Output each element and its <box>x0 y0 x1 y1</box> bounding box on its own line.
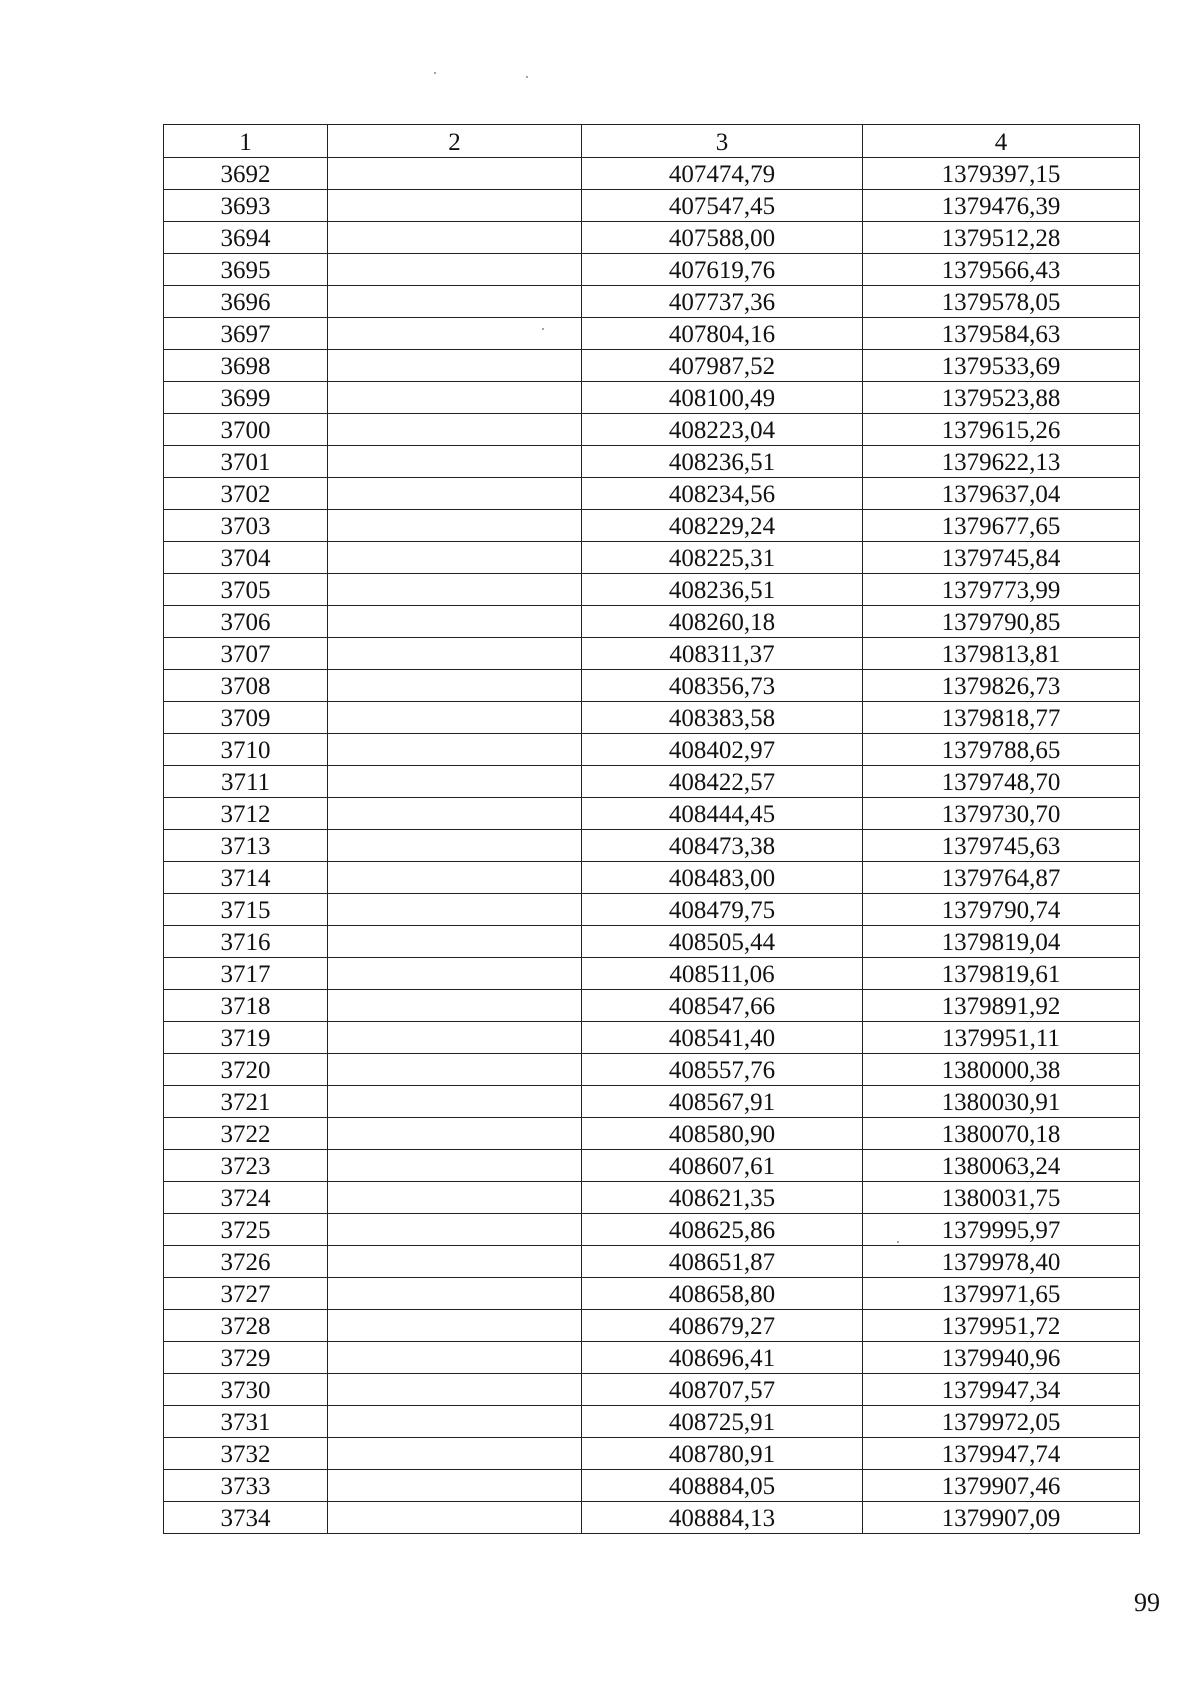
x-coordinate-cell: 408547,66 <box>582 990 863 1022</box>
empty-cell <box>328 414 582 446</box>
empty-cell <box>328 286 582 318</box>
point-number-cell: 3693 <box>164 190 328 222</box>
x-coordinate-cell: 408473,38 <box>582 830 863 862</box>
empty-cell <box>328 958 582 990</box>
scan-speck <box>434 72 436 74</box>
empty-cell <box>328 670 582 702</box>
y-coordinate-cell: 1380030,91 <box>863 1086 1140 1118</box>
y-coordinate-cell: 1379764,87 <box>863 862 1140 894</box>
table-row <box>164 1118 1140 1150</box>
table-row <box>164 1246 1140 1278</box>
x-coordinate-cell: 408444,45 <box>582 798 863 830</box>
y-coordinate-cell: 1379819,61 <box>863 958 1140 990</box>
table-row <box>164 286 1140 318</box>
table-row <box>164 222 1140 254</box>
x-coordinate-cell: 408651,87 <box>582 1246 863 1278</box>
point-number-cell: 3697 <box>164 318 328 350</box>
point-number-cell: 3708 <box>164 670 328 702</box>
y-coordinate-cell: 1379813,81 <box>863 638 1140 670</box>
empty-cell <box>328 1278 582 1310</box>
empty-cell <box>328 638 582 670</box>
point-number-cell: 3716 <box>164 926 328 958</box>
x-coordinate-cell: 408557,76 <box>582 1054 863 1086</box>
table-row <box>164 1438 1140 1470</box>
point-number-cell: 3723 <box>164 1150 328 1182</box>
empty-cell <box>328 862 582 894</box>
y-coordinate-cell: 1379512,28 <box>863 222 1140 254</box>
y-coordinate-cell: 1379745,63 <box>863 830 1140 862</box>
x-coordinate-cell: 408223,04 <box>582 414 863 446</box>
empty-cell <box>328 1086 582 1118</box>
table-row <box>164 1278 1140 1310</box>
x-coordinate-cell: 408260,18 <box>582 606 863 638</box>
x-coordinate-cell: 408780,91 <box>582 1438 863 1470</box>
x-coordinate-cell: 408311,37 <box>582 638 863 670</box>
table-row <box>164 606 1140 638</box>
empty-cell <box>328 542 582 574</box>
x-coordinate-cell: 408884,05 <box>582 1470 863 1502</box>
table-row <box>164 990 1140 1022</box>
point-number-cell: 3709 <box>164 702 328 734</box>
empty-cell <box>328 1406 582 1438</box>
empty-cell <box>328 894 582 926</box>
y-coordinate-cell: 1379951,11 <box>863 1022 1140 1054</box>
table-body <box>164 158 1140 1534</box>
empty-cell <box>328 1054 582 1086</box>
x-coordinate-cell: 408422,57 <box>582 766 863 798</box>
point-number-cell: 3704 <box>164 542 328 574</box>
point-number-cell: 3732 <box>164 1438 328 1470</box>
column-header: 3 <box>582 125 863 158</box>
point-number-cell: 3730 <box>164 1374 328 1406</box>
table-row <box>164 478 1140 510</box>
point-number-cell: 3724 <box>164 1182 328 1214</box>
x-coordinate-cell: 408696,41 <box>582 1342 863 1374</box>
x-coordinate-cell: 408580,90 <box>582 1118 863 1150</box>
point-number-cell: 3719 <box>164 1022 328 1054</box>
point-number-cell: 3714 <box>164 862 328 894</box>
y-coordinate-cell: 1379533,69 <box>863 350 1140 382</box>
scan-speck <box>526 76 528 78</box>
table-row <box>164 1150 1140 1182</box>
table-row <box>164 798 1140 830</box>
x-coordinate-cell: 408505,44 <box>582 926 863 958</box>
y-coordinate-cell: 1379819,04 <box>863 926 1140 958</box>
table-row <box>164 958 1140 990</box>
point-number-cell: 3706 <box>164 606 328 638</box>
y-coordinate-cell: 1379748,70 <box>863 766 1140 798</box>
x-coordinate-cell: 408567,91 <box>582 1086 863 1118</box>
x-coordinate-cell: 407619,76 <box>582 254 863 286</box>
table-row <box>164 670 1140 702</box>
y-coordinate-cell: 1379566,43 <box>863 254 1140 286</box>
x-coordinate-cell: 408658,80 <box>582 1278 863 1310</box>
x-coordinate-cell: 408229,24 <box>582 510 863 542</box>
x-coordinate-cell: 408541,40 <box>582 1022 863 1054</box>
empty-cell <box>328 830 582 862</box>
empty-cell <box>328 350 582 382</box>
empty-cell <box>328 318 582 350</box>
point-number-cell: 3703 <box>164 510 328 542</box>
empty-cell <box>328 1502 582 1534</box>
table-row <box>164 1310 1140 1342</box>
point-number-cell: 3694 <box>164 222 328 254</box>
x-coordinate-cell: 408607,61 <box>582 1150 863 1182</box>
empty-cell <box>328 1150 582 1182</box>
table-row <box>164 350 1140 382</box>
table-row <box>164 510 1140 542</box>
point-number-cell: 3734 <box>164 1502 328 1534</box>
y-coordinate-cell: 1380070,18 <box>863 1118 1140 1150</box>
empty-cell <box>328 254 582 286</box>
page-number: 99 <box>1134 1588 1160 1617</box>
y-coordinate-cell: 1379891,92 <box>863 990 1140 1022</box>
y-coordinate-cell: 1379978,40 <box>863 1246 1140 1278</box>
empty-cell <box>328 190 582 222</box>
y-coordinate-cell: 1379907,46 <box>863 1470 1140 1502</box>
point-number-cell: 3715 <box>164 894 328 926</box>
y-coordinate-cell: 1380000,38 <box>863 1054 1140 1086</box>
empty-cell <box>328 574 582 606</box>
point-number-cell: 3728 <box>164 1310 328 1342</box>
empty-cell <box>328 1438 582 1470</box>
point-number-cell: 3712 <box>164 798 328 830</box>
point-number-cell: 3701 <box>164 446 328 478</box>
x-coordinate-cell: 408707,57 <box>582 1374 863 1406</box>
empty-cell <box>328 478 582 510</box>
x-coordinate-cell: 408483,00 <box>582 862 863 894</box>
y-coordinate-cell: 1379730,70 <box>863 798 1140 830</box>
table-row <box>164 862 1140 894</box>
point-number-cell: 3727 <box>164 1278 328 1310</box>
table-row <box>164 574 1140 606</box>
empty-cell <box>328 1342 582 1374</box>
table-header-row <box>164 125 1140 158</box>
empty-cell <box>328 222 582 254</box>
y-coordinate-cell: 1379476,39 <box>863 190 1140 222</box>
y-coordinate-cell: 1379790,74 <box>863 894 1140 926</box>
table-row <box>164 1054 1140 1086</box>
x-coordinate-cell: 408402,97 <box>582 734 863 766</box>
point-number-cell: 3733 <box>164 1470 328 1502</box>
y-coordinate-cell: 1379818,77 <box>863 702 1140 734</box>
x-coordinate-cell: 407804,16 <box>582 318 863 350</box>
x-coordinate-cell: 407547,45 <box>582 190 863 222</box>
y-coordinate-cell: 1379826,73 <box>863 670 1140 702</box>
x-coordinate-cell: 408511,06 <box>582 958 863 990</box>
y-coordinate-cell: 1379773,99 <box>863 574 1140 606</box>
x-coordinate-cell: 408236,51 <box>582 446 863 478</box>
table-row <box>164 638 1140 670</box>
table-row <box>164 926 1140 958</box>
column-header: 2 <box>328 125 582 158</box>
y-coordinate-cell: 1380031,75 <box>863 1182 1140 1214</box>
y-coordinate-cell: 1379578,05 <box>863 286 1140 318</box>
table-row <box>164 702 1140 734</box>
point-number-cell: 3710 <box>164 734 328 766</box>
y-coordinate-cell: 1379584,63 <box>863 318 1140 350</box>
point-number-cell: 3717 <box>164 958 328 990</box>
point-number-cell: 3699 <box>164 382 328 414</box>
y-coordinate-cell: 1379940,96 <box>863 1342 1140 1374</box>
empty-cell <box>328 1118 582 1150</box>
table-row <box>164 1406 1140 1438</box>
y-coordinate-cell: 1379947,34 <box>863 1374 1140 1406</box>
empty-cell <box>328 510 582 542</box>
empty-cell <box>328 1214 582 1246</box>
table-row <box>164 542 1140 574</box>
table-row <box>164 1374 1140 1406</box>
x-coordinate-cell: 407474,79 <box>582 158 863 190</box>
point-number-cell: 3695 <box>164 254 328 286</box>
y-coordinate-cell: 1379951,72 <box>863 1310 1140 1342</box>
empty-cell <box>328 1310 582 1342</box>
x-coordinate-cell: 408100,49 <box>582 382 863 414</box>
empty-cell <box>328 990 582 1022</box>
table-row <box>164 734 1140 766</box>
empty-cell <box>328 1246 582 1278</box>
table-row <box>164 1502 1140 1534</box>
y-coordinate-cell: 1379745,84 <box>863 542 1140 574</box>
point-number-cell: 3729 <box>164 1342 328 1374</box>
empty-cell <box>328 734 582 766</box>
point-number-cell: 3726 <box>164 1246 328 1278</box>
x-coordinate-cell: 408479,75 <box>582 894 863 926</box>
empty-cell <box>328 158 582 190</box>
table-row <box>164 158 1140 190</box>
x-coordinate-cell: 408621,35 <box>582 1182 863 1214</box>
y-coordinate-cell: 1379947,74 <box>863 1438 1140 1470</box>
table-row <box>164 1214 1140 1246</box>
x-coordinate-cell: 408679,27 <box>582 1310 863 1342</box>
table-row <box>164 1086 1140 1118</box>
column-header: 4 <box>863 125 1140 158</box>
x-coordinate-cell: 408225,31 <box>582 542 863 574</box>
x-coordinate-cell: 408383,58 <box>582 702 863 734</box>
empty-cell <box>328 606 582 638</box>
table-row <box>164 830 1140 862</box>
table-row <box>164 318 1140 350</box>
x-coordinate-cell: 408356,73 <box>582 670 863 702</box>
table-row <box>164 254 1140 286</box>
table-row <box>164 766 1140 798</box>
empty-cell <box>328 798 582 830</box>
empty-cell <box>328 1374 582 1406</box>
x-coordinate-cell: 408625,86 <box>582 1214 863 1246</box>
x-coordinate-cell: 408884,13 <box>582 1502 863 1534</box>
y-coordinate-cell: 1379971,65 <box>863 1278 1140 1310</box>
point-number-cell: 3698 <box>164 350 328 382</box>
empty-cell <box>328 702 582 734</box>
point-number-cell: 3718 <box>164 990 328 1022</box>
y-coordinate-cell: 1379907,09 <box>863 1502 1140 1534</box>
y-coordinate-cell: 1379790,85 <box>863 606 1140 638</box>
x-coordinate-cell: 408236,51 <box>582 574 863 606</box>
y-coordinate-cell: 1379677,65 <box>863 510 1140 542</box>
empty-cell <box>328 382 582 414</box>
point-number-cell: 3720 <box>164 1054 328 1086</box>
point-number-cell: 3711 <box>164 766 328 798</box>
point-number-cell: 3705 <box>164 574 328 606</box>
y-coordinate-cell: 1379972,05 <box>863 1406 1140 1438</box>
x-coordinate-cell: 407737,36 <box>582 286 863 318</box>
point-number-cell: 3692 <box>164 158 328 190</box>
table-row <box>164 446 1140 478</box>
x-coordinate-cell: 407987,52 <box>582 350 863 382</box>
x-coordinate-cell: 408725,91 <box>582 1406 863 1438</box>
empty-cell <box>328 1022 582 1054</box>
empty-cell <box>328 926 582 958</box>
x-coordinate-cell: 407588,00 <box>582 222 863 254</box>
point-number-cell: 3721 <box>164 1086 328 1118</box>
point-number-cell: 3707 <box>164 638 328 670</box>
point-number-cell: 3722 <box>164 1118 328 1150</box>
y-coordinate-cell: 1379622,13 <box>863 446 1140 478</box>
y-coordinate-cell: 1379615,26 <box>863 414 1140 446</box>
point-number-cell: 3713 <box>164 830 328 862</box>
coordinates-table <box>163 124 1140 1534</box>
empty-cell <box>328 766 582 798</box>
empty-cell <box>328 1470 582 1502</box>
table-row <box>164 1470 1140 1502</box>
x-coordinate-cell: 408234,56 <box>582 478 863 510</box>
y-coordinate-cell: 1379397,15 <box>863 158 1140 190</box>
table-row <box>164 1342 1140 1374</box>
point-number-cell: 3702 <box>164 478 328 510</box>
y-coordinate-cell: 1379637,04 <box>863 478 1140 510</box>
point-number-cell: 3700 <box>164 414 328 446</box>
table-row <box>164 414 1140 446</box>
empty-cell <box>328 1182 582 1214</box>
y-coordinate-cell: 1379523,88 <box>863 382 1140 414</box>
y-coordinate-cell: 1380063,24 <box>863 1150 1140 1182</box>
column-header: 1 <box>164 125 328 158</box>
point-number-cell: 3696 <box>164 286 328 318</box>
table-row <box>164 382 1140 414</box>
table-row <box>164 1182 1140 1214</box>
empty-cell <box>328 446 582 478</box>
y-coordinate-cell: 1379788,65 <box>863 734 1140 766</box>
table-row <box>164 1022 1140 1054</box>
table-row <box>164 190 1140 222</box>
y-coordinate-cell: 1379995,97 <box>863 1214 1140 1246</box>
point-number-cell: 3725 <box>164 1214 328 1246</box>
table-row <box>164 894 1140 926</box>
point-number-cell: 3731 <box>164 1406 328 1438</box>
